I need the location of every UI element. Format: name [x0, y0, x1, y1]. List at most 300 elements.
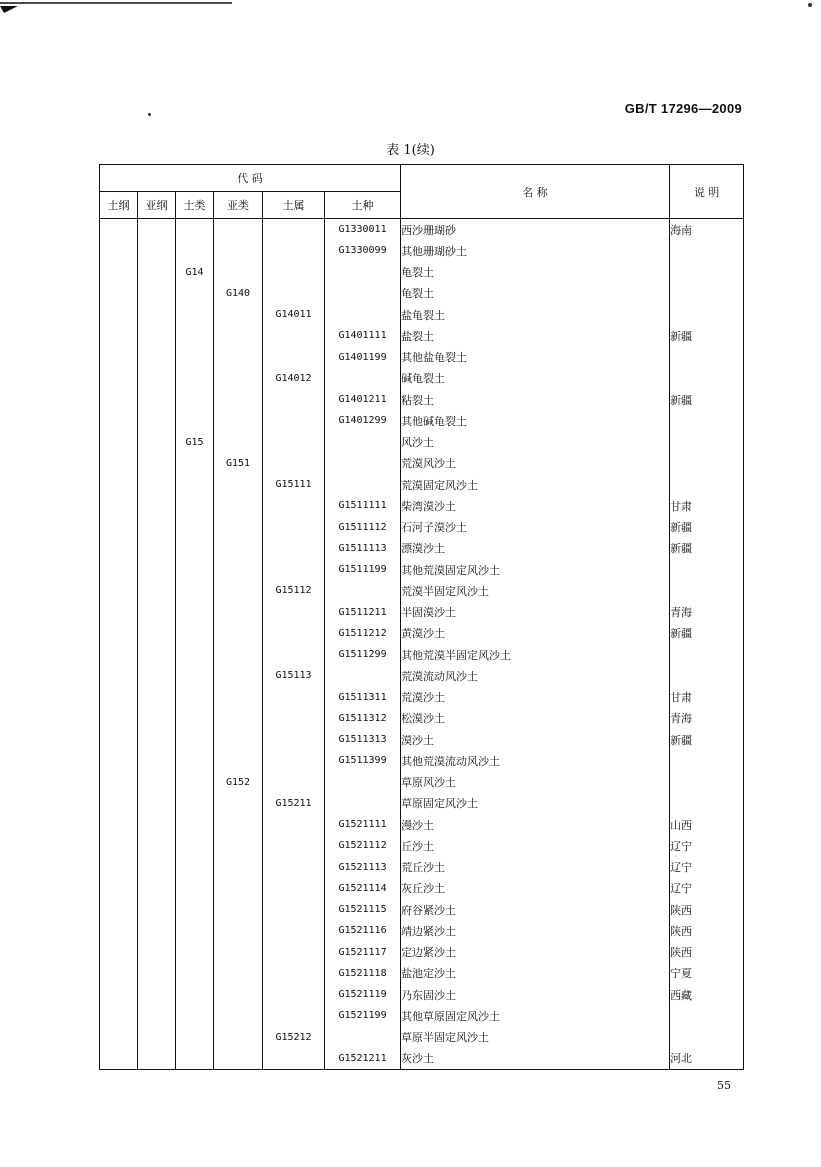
empty-code-cell: [263, 262, 325, 283]
empty-code-cell: [176, 963, 214, 984]
subgroup-column-header: 亚类: [214, 192, 263, 219]
empty-code-cell: [214, 687, 263, 708]
empty-code-cell: [176, 920, 214, 941]
note-cell: [670, 304, 744, 325]
empty-code-cell: [263, 219, 325, 241]
empty-code-cell: [325, 580, 401, 601]
empty-code-cell: [138, 772, 176, 793]
table-row: [100, 538, 744, 559]
empty-code-cell: [176, 708, 214, 729]
empty-code-cell: [176, 814, 214, 835]
soil-name-cell: 盐龟裂土: [401, 304, 670, 325]
empty-code-cell: [100, 1048, 138, 1070]
empty-code-cell: [263, 538, 325, 559]
code-cell: G15211: [263, 793, 325, 814]
empty-code-cell: [176, 899, 214, 920]
table-row: [100, 899, 744, 920]
table-row: [100, 878, 744, 899]
soil-name-cell: 靖边紧沙土: [401, 920, 670, 941]
empty-code-cell: [138, 538, 176, 559]
code-cell: G1521118: [325, 963, 401, 984]
empty-code-cell: [214, 963, 263, 984]
empty-code-cell: [138, 283, 176, 304]
empty-code-cell: [214, 708, 263, 729]
empty-code-cell: [100, 814, 138, 835]
empty-code-cell: [100, 857, 138, 878]
standard-code: GB/T 17296—2009: [624, 101, 742, 116]
empty-code-cell: [176, 453, 214, 474]
code-cell: G1330011: [325, 219, 401, 241]
code-cell: G1511113: [325, 538, 401, 559]
empty-code-cell: [214, 432, 263, 453]
code-cell: G1401299: [325, 410, 401, 431]
code-cell: G1401111: [325, 325, 401, 346]
empty-code-cell: [138, 474, 176, 495]
note-cell: 新疆: [670, 538, 744, 559]
empty-code-cell: [100, 559, 138, 580]
table-row: [100, 729, 744, 750]
table-row: [100, 517, 744, 538]
empty-code-cell: [214, 1027, 263, 1048]
table-row: [100, 219, 744, 241]
empty-code-cell: [100, 453, 138, 474]
empty-code-cell: [176, 325, 214, 346]
empty-code-cell: [263, 920, 325, 941]
note-cell: 陕西: [670, 899, 744, 920]
empty-code-cell: [100, 474, 138, 495]
soil-name-cell: 盐池定沙土: [401, 963, 670, 984]
soil-name-cell: 草原风沙土: [401, 772, 670, 793]
code-cell: G1511111: [325, 495, 401, 516]
empty-code-cell: [263, 878, 325, 899]
soil-name-cell: 漂漠沙土: [401, 538, 670, 559]
empty-code-cell: [138, 559, 176, 580]
empty-code-cell: [325, 304, 401, 325]
note-cell: 甘肃: [670, 687, 744, 708]
code-cell: G15212: [263, 1027, 325, 1048]
code-cell: G1521119: [325, 984, 401, 1005]
table-row: [100, 665, 744, 686]
empty-code-cell: [214, 517, 263, 538]
empty-code-cell: [176, 347, 214, 368]
soil-name-cell: 漫沙土: [401, 814, 670, 835]
note-cell: [670, 1005, 744, 1026]
note-cell: 西藏: [670, 984, 744, 1005]
note-cell: 辽宁: [670, 857, 744, 878]
note-cell: 新疆: [670, 517, 744, 538]
note-cell: [670, 240, 744, 261]
table-row: [100, 410, 744, 431]
table-caption: 表 1(续): [386, 143, 435, 158]
empty-code-cell: [100, 878, 138, 899]
note-cell: 河北: [670, 1048, 744, 1070]
empty-code-cell: [214, 410, 263, 431]
empty-code-cell: [176, 240, 214, 261]
empty-code-cell: [214, 559, 263, 580]
empty-code-cell: [138, 219, 176, 241]
table-row: [100, 984, 744, 1005]
code-cell: G1511112: [325, 517, 401, 538]
soil-name-cell: 其他盐龟裂土: [401, 347, 670, 368]
empty-code-cell: [100, 347, 138, 368]
code-cell: G1511211: [325, 602, 401, 623]
empty-code-cell: [176, 750, 214, 771]
code-cell: G15111: [263, 474, 325, 495]
empty-code-cell: [176, 474, 214, 495]
note-cell: 海南: [670, 219, 744, 241]
empty-code-cell: [100, 240, 138, 261]
empty-code-cell: [138, 623, 176, 644]
empty-code-cell: [138, 750, 176, 771]
empty-code-cell: [138, 325, 176, 346]
table-row: [100, 1005, 744, 1026]
empty-code-cell: [214, 1005, 263, 1026]
table-row: [100, 623, 744, 644]
empty-code-cell: [138, 835, 176, 856]
code-cell: G1511312: [325, 708, 401, 729]
empty-code-cell: [263, 623, 325, 644]
empty-code-cell: [176, 495, 214, 516]
soil-name-cell: 其他草原固定风沙土: [401, 1005, 670, 1026]
empty-code-cell: [176, 984, 214, 1005]
empty-code-cell: [214, 665, 263, 686]
empty-code-cell: [263, 240, 325, 261]
empty-code-cell: [325, 368, 401, 389]
empty-code-cell: [138, 1027, 176, 1048]
note-cell: [670, 772, 744, 793]
note-cell: 新疆: [670, 729, 744, 750]
soil-name-cell: 龟裂土: [401, 283, 670, 304]
table-row: [100, 708, 744, 729]
empty-code-cell: [138, 347, 176, 368]
note-cell: 宁夏: [670, 963, 744, 984]
empty-code-cell: [100, 750, 138, 771]
table-row: [100, 1048, 744, 1070]
empty-code-cell: [138, 665, 176, 686]
table-row: [100, 644, 744, 665]
empty-code-cell: [214, 240, 263, 261]
empty-code-cell: [325, 793, 401, 814]
empty-code-cell: [263, 602, 325, 623]
soil-name-cell: 荒丘沙土: [401, 857, 670, 878]
empty-code-cell: [263, 495, 325, 516]
table-row: [100, 963, 744, 984]
empty-code-cell: [263, 729, 325, 750]
empty-code-cell: [176, 835, 214, 856]
table-row: [100, 389, 744, 410]
empty-code-cell: [325, 474, 401, 495]
empty-code-cell: [176, 219, 214, 241]
empty-code-cell: [138, 857, 176, 878]
empty-code-cell: [100, 729, 138, 750]
note-cell: [670, 1027, 744, 1048]
empty-code-cell: [138, 304, 176, 325]
empty-code-cell: [138, 262, 176, 283]
empty-code-cell: [100, 432, 138, 453]
code-cell: G1521199: [325, 1005, 401, 1026]
empty-code-cell: [138, 687, 176, 708]
table-header: [100, 165, 744, 219]
empty-code-cell: [214, 580, 263, 601]
empty-code-cell: [214, 474, 263, 495]
code-cell: G152: [214, 772, 263, 793]
empty-code-cell: [176, 1005, 214, 1026]
empty-code-cell: [214, 389, 263, 410]
empty-code-cell: [100, 1005, 138, 1026]
empty-code-cell: [138, 942, 176, 963]
empty-code-cell: [100, 644, 138, 665]
note-cell: 青海: [670, 602, 744, 623]
empty-code-cell: [100, 262, 138, 283]
table-row: [100, 240, 744, 261]
note-cell: [670, 793, 744, 814]
empty-code-cell: [263, 1048, 325, 1070]
empty-code-cell: [176, 304, 214, 325]
empty-code-cell: [325, 772, 401, 793]
empty-code-cell: [100, 389, 138, 410]
code-cell: G1401199: [325, 347, 401, 368]
soil-name-cell: 松漠沙土: [401, 708, 670, 729]
soil-name-cell: 其他珊瑚砂土: [401, 240, 670, 261]
empty-code-cell: [100, 708, 138, 729]
empty-code-cell: [100, 899, 138, 920]
code-cell: G140: [214, 283, 263, 304]
empty-code-cell: [214, 644, 263, 665]
empty-code-cell: [176, 538, 214, 559]
empty-code-cell: [214, 538, 263, 559]
empty-code-cell: [214, 325, 263, 346]
empty-code-cell: [100, 538, 138, 559]
empty-code-cell: [263, 517, 325, 538]
empty-code-cell: [138, 495, 176, 516]
soil-name-cell: 乃东固沙土: [401, 984, 670, 1005]
empty-code-cell: [138, 708, 176, 729]
table-row: [100, 793, 744, 814]
code-cell: G1521111: [325, 814, 401, 835]
code-cell: G1521115: [325, 899, 401, 920]
table-row: [100, 304, 744, 325]
soil-name-cell: 荒漠固定风沙土: [401, 474, 670, 495]
empty-code-cell: [214, 920, 263, 941]
empty-code-cell: [214, 602, 263, 623]
note-cell: 新疆: [670, 623, 744, 644]
empty-code-cell: [138, 453, 176, 474]
empty-code-cell: [325, 1027, 401, 1048]
note-cell: [670, 580, 744, 601]
empty-code-cell: [176, 368, 214, 389]
empty-code-cell: [325, 283, 401, 304]
note-cell: [670, 559, 744, 580]
soil-name-cell: 其他荒漠半固定风沙土: [401, 644, 670, 665]
empty-code-cell: [138, 920, 176, 941]
table-row: [100, 474, 744, 495]
empty-code-cell: [100, 793, 138, 814]
empty-code-cell: [176, 878, 214, 899]
empty-code-cell: [100, 772, 138, 793]
empty-code-cell: [176, 602, 214, 623]
note-cell: 新疆: [670, 389, 744, 410]
empty-code-cell: [176, 857, 214, 878]
empty-code-cell: [176, 687, 214, 708]
note-cell: [670, 474, 744, 495]
soil-name-cell: 西沙珊瑚砂: [401, 219, 670, 241]
note-cell: [670, 262, 744, 283]
empty-code-cell: [100, 984, 138, 1005]
empty-code-cell: [100, 942, 138, 963]
empty-code-cell: [263, 410, 325, 431]
empty-code-cell: [214, 835, 263, 856]
note-cell: [670, 453, 744, 474]
table-row: [100, 453, 744, 474]
empty-code-cell: [214, 984, 263, 1005]
empty-code-cell: [100, 602, 138, 623]
empty-code-cell: [176, 623, 214, 644]
empty-code-cell: [263, 347, 325, 368]
empty-code-cell: [263, 559, 325, 580]
empty-code-cell: [138, 580, 176, 601]
note-cell: [670, 644, 744, 665]
empty-code-cell: [263, 283, 325, 304]
empty-code-cell: [100, 410, 138, 431]
empty-code-cell: [176, 772, 214, 793]
code-cell: G14012: [263, 368, 325, 389]
note-cell: [670, 665, 744, 686]
empty-code-cell: [214, 878, 263, 899]
soil-name-cell: 荒漠沙土: [401, 687, 670, 708]
empty-code-cell: [325, 432, 401, 453]
table-body: [100, 219, 744, 1070]
empty-code-cell: [214, 304, 263, 325]
code-cell: G1521211: [325, 1048, 401, 1070]
soil-name-cell: 柴湾漠沙土: [401, 495, 670, 516]
table-row: [100, 835, 744, 856]
note-cell: 陕西: [670, 920, 744, 941]
table-row: [100, 347, 744, 368]
empty-code-cell: [100, 495, 138, 516]
table-row: [100, 495, 744, 516]
empty-code-cell: [100, 687, 138, 708]
empty-code-cell: [100, 304, 138, 325]
empty-code-cell: [214, 368, 263, 389]
table-row: [100, 1027, 744, 1048]
empty-code-cell: [263, 942, 325, 963]
code-cell: G14011: [263, 304, 325, 325]
soil-name-cell: 风沙土: [401, 432, 670, 453]
soil-name-cell: 草原固定风沙土: [401, 793, 670, 814]
table-row: [100, 750, 744, 771]
empty-code-cell: [176, 1048, 214, 1070]
empty-code-cell: [138, 368, 176, 389]
empty-code-cell: [138, 793, 176, 814]
table-row: [100, 920, 744, 941]
table-row: [100, 602, 744, 623]
table-row: [100, 772, 744, 793]
code-cell: G1511311: [325, 687, 401, 708]
soil-name-cell: 定边紧沙土: [401, 942, 670, 963]
empty-code-cell: [263, 835, 325, 856]
note-cell: 新疆: [670, 325, 744, 346]
empty-code-cell: [176, 942, 214, 963]
empty-code-cell: [100, 623, 138, 644]
empty-code-cell: [176, 559, 214, 580]
code-cell: G15112: [263, 580, 325, 601]
note-cell: [670, 347, 744, 368]
empty-code-cell: [100, 219, 138, 241]
empty-code-cell: [138, 389, 176, 410]
group-column-header: 土类: [176, 192, 214, 219]
empty-code-cell: [214, 1048, 263, 1070]
empty-code-cell: [100, 517, 138, 538]
empty-code-cell: [176, 665, 214, 686]
empty-code-cell: [325, 262, 401, 283]
empty-code-cell: [176, 389, 214, 410]
empty-code-cell: [176, 410, 214, 431]
note-cell: 甘肃: [670, 495, 744, 516]
empty-code-cell: [176, 793, 214, 814]
code-cell: G1511299: [325, 644, 401, 665]
code-cell: G15113: [263, 665, 325, 686]
soil-name-cell: 丘沙土: [401, 835, 670, 856]
note-column-header: 说 明: [670, 165, 744, 219]
empty-code-cell: [263, 984, 325, 1005]
name-column-header: 名 称: [401, 165, 670, 219]
empty-code-cell: [263, 772, 325, 793]
empty-code-cell: [214, 219, 263, 241]
empty-code-cell: [263, 325, 325, 346]
empty-code-cell: [263, 708, 325, 729]
soil-name-cell: 碱龟裂土: [401, 368, 670, 389]
note-cell: 辽宁: [670, 878, 744, 899]
empty-code-cell: [100, 665, 138, 686]
soil-name-cell: 荒漠风沙土: [401, 453, 670, 474]
empty-code-cell: [263, 857, 325, 878]
empty-code-cell: [214, 623, 263, 644]
note-cell: [670, 368, 744, 389]
note-cell: 辽宁: [670, 835, 744, 856]
series-column-header: 土种: [325, 192, 401, 219]
empty-code-cell: [138, 1005, 176, 1026]
table-row: [100, 262, 744, 283]
soil-name-cell: 草原半固定风沙土: [401, 1027, 670, 1048]
empty-code-cell: [263, 963, 325, 984]
order-column-header: 土纲: [100, 192, 138, 219]
empty-code-cell: [214, 495, 263, 516]
page-number: 55: [717, 1079, 731, 1092]
note-cell: [670, 410, 744, 431]
empty-code-cell: [138, 963, 176, 984]
empty-code-cell: [100, 325, 138, 346]
suborder-column-header: 亚纲: [138, 192, 176, 219]
soil-name-cell: 漠沙土: [401, 729, 670, 750]
family-column-header: 土属: [263, 192, 325, 219]
soil-name-cell: 荒漠半固定风沙土: [401, 580, 670, 601]
table-row: [100, 325, 744, 346]
code-cell: G1521114: [325, 878, 401, 899]
soil-classification-table: [99, 164, 744, 1070]
empty-code-cell: [214, 899, 263, 920]
empty-code-cell: [214, 814, 263, 835]
empty-code-cell: [325, 665, 401, 686]
empty-code-cell: [100, 368, 138, 389]
empty-code-cell: [138, 1048, 176, 1070]
empty-code-cell: [263, 1005, 325, 1026]
empty-code-cell: [100, 963, 138, 984]
note-cell: [670, 750, 744, 771]
soil-name-cell: 其他荒漠固定风沙土: [401, 559, 670, 580]
empty-code-cell: [100, 283, 138, 304]
code-cell: G15: [176, 432, 214, 453]
empty-code-cell: [138, 432, 176, 453]
